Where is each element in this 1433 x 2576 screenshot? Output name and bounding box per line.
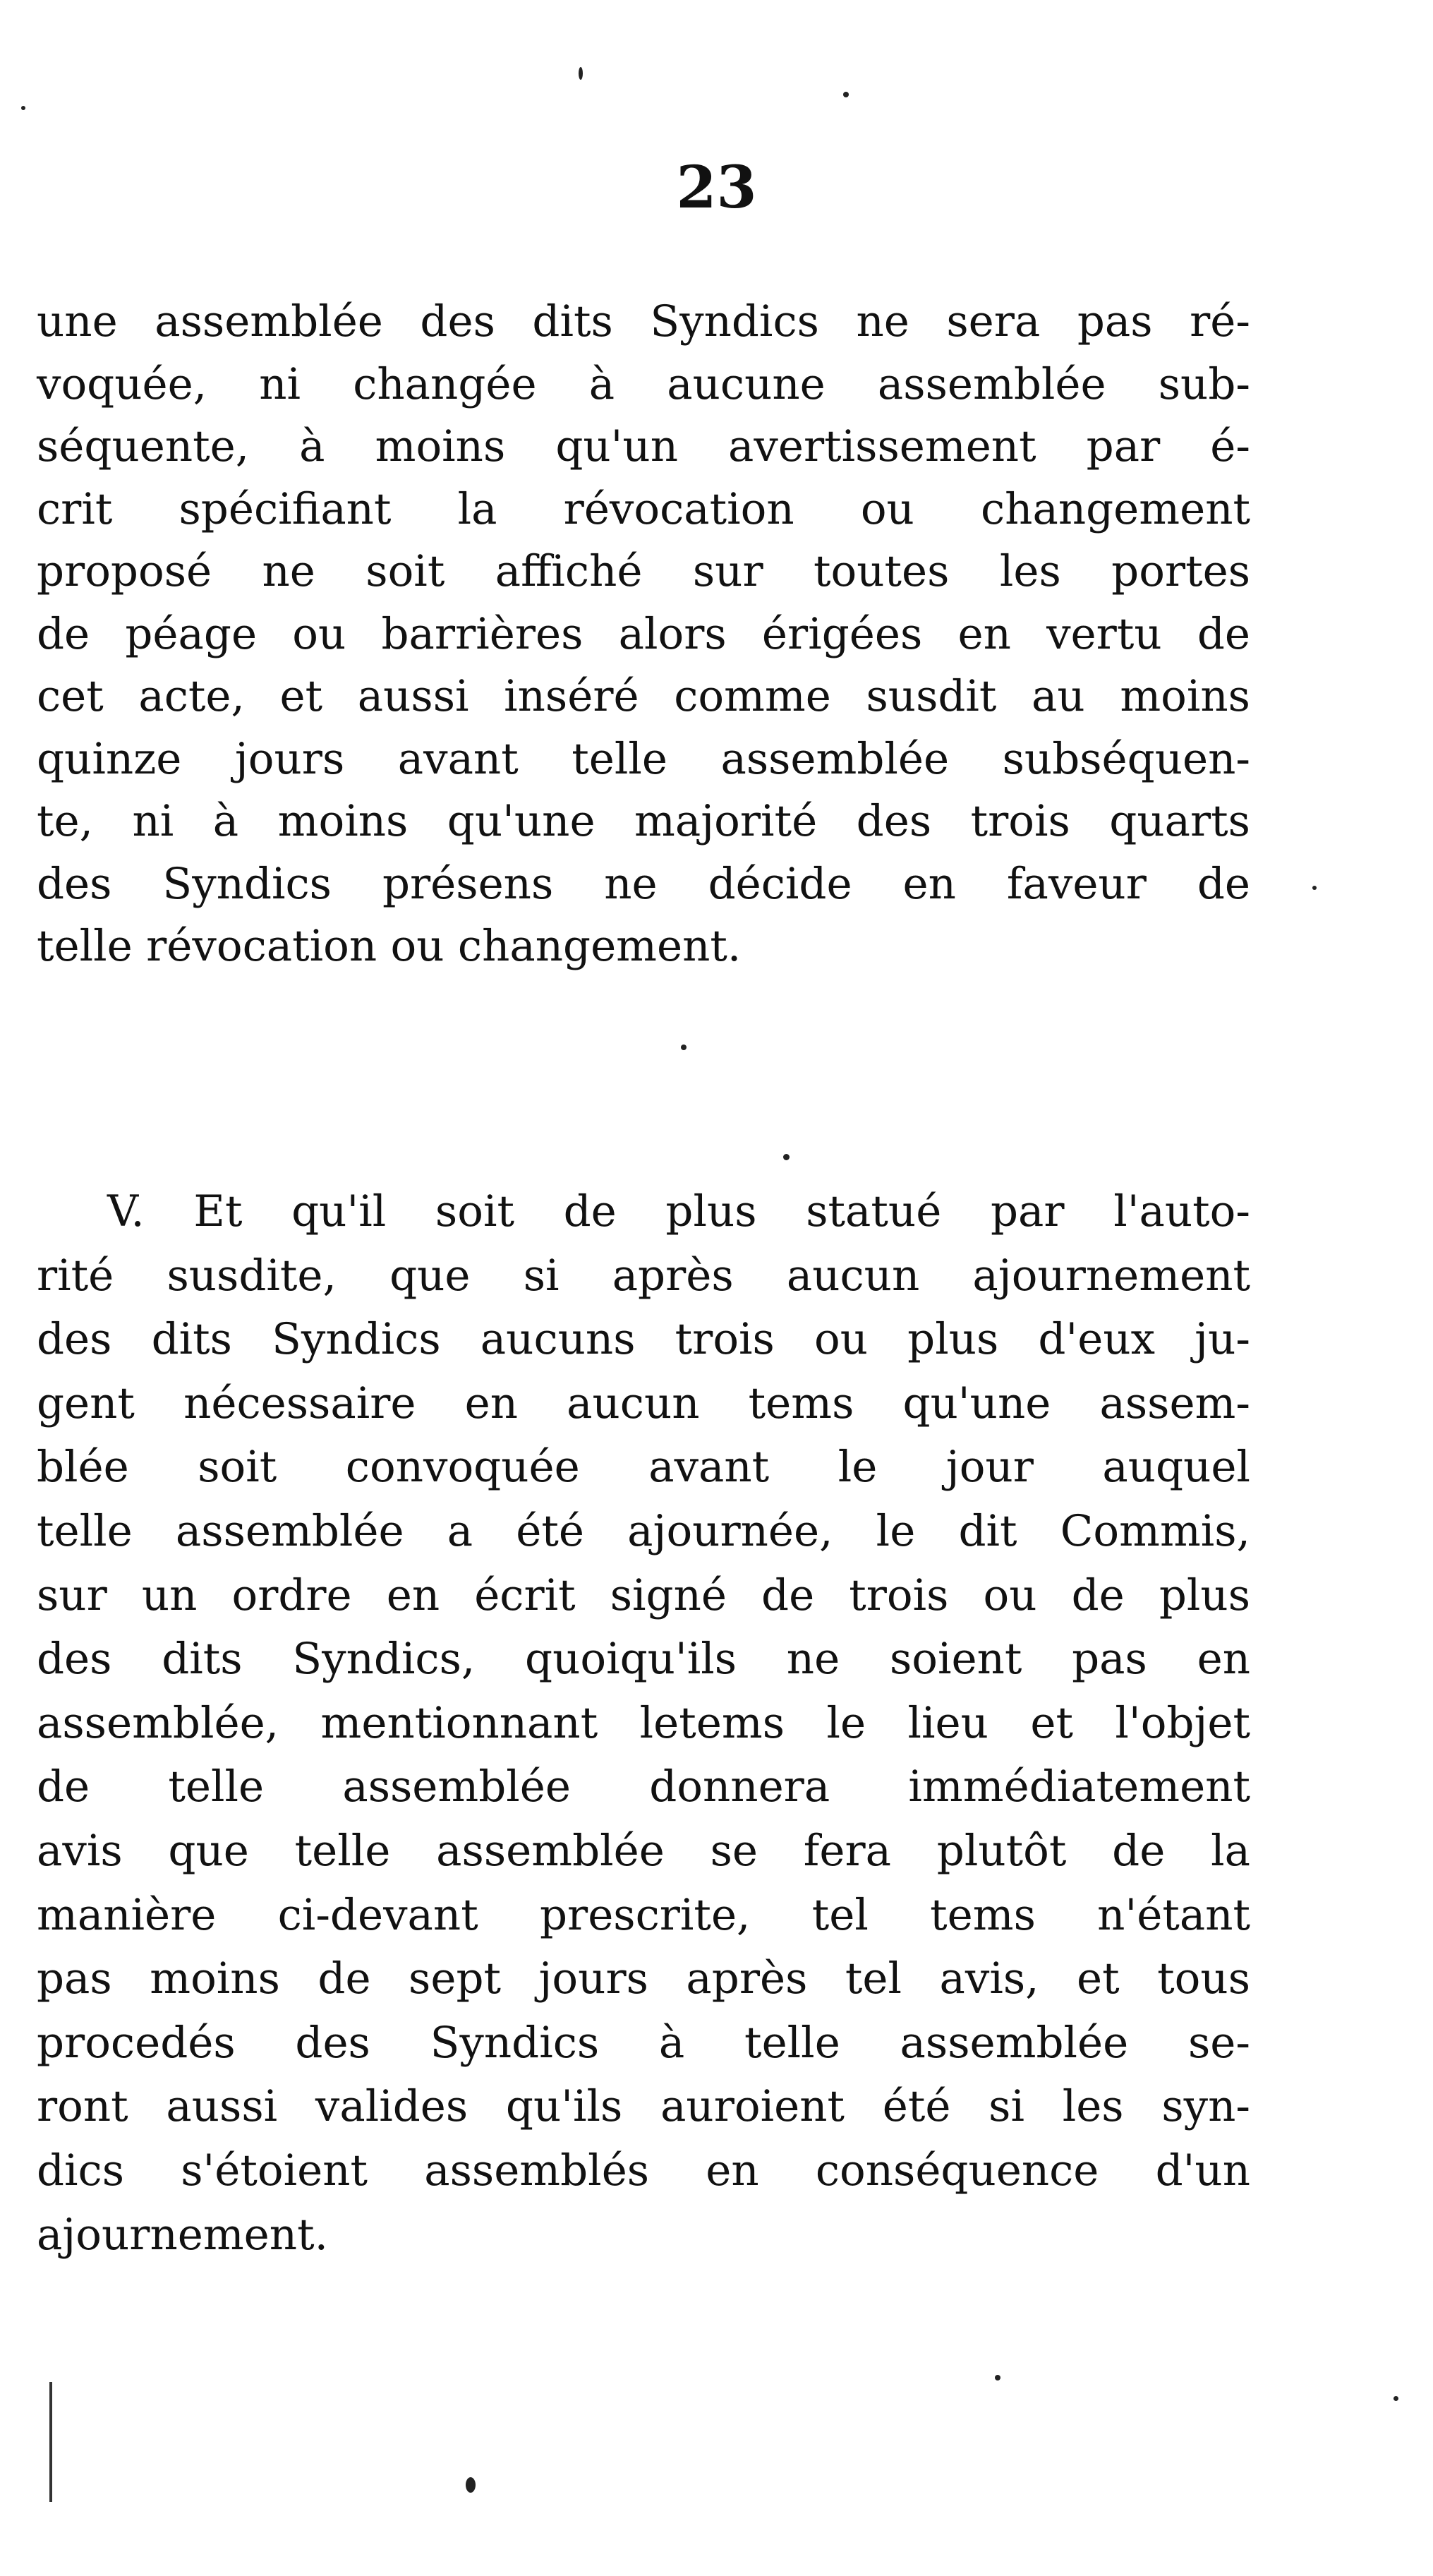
scan-speck	[579, 67, 583, 80]
scan-speck	[21, 106, 25, 110]
text-line: procedés des Syndics à telle assemblée se-	[37, 2017, 1250, 2068]
text-line: de telle assemblée donnera immédiatement	[37, 1762, 1250, 1812]
page-number: 23	[676, 154, 757, 222]
scan-speck	[1312, 886, 1317, 890]
text-line: avis que telle assemblée se fera plutôt de la	[37, 1825, 1250, 1876]
text-line: dics s'étoient assemblés en conséquence d'un	[37, 2145, 1250, 2196]
text-line: de péage ou barrières alors érigées en vertu de	[37, 608, 1250, 659]
text-line: gent nécessaire en aucun tems qu'une assem-	[37, 1378, 1250, 1428]
text-line: V. Et qu'il soit de plus statué par l'auto-	[107, 1186, 1250, 1236]
paragraph-continued	[37, 291, 1250, 978]
text-line: pas moins de sept jours après tel avis, et tous	[37, 1954, 1250, 2004]
scan-speck	[843, 92, 849, 97]
text-line: assemblée, mentionnant letems le lieu et l'objet	[37, 1697, 1250, 1748]
text-line: telle assemblée a été ajournée, le dit Commis,	[37, 1505, 1250, 1556]
text-line: blée soit convoquée avant le jour auquel	[37, 1442, 1250, 1493]
text-line: rité susdite, que si après aucun ajournement	[37, 1250, 1250, 1301]
scan-speck	[1393, 2396, 1398, 2401]
text-line: telle révocation ou changement.	[37, 921, 742, 971]
scan-speck	[681, 1045, 687, 1050]
text-line: ront aussi valides qu'ils auroient été si les syn-	[37, 2081, 1250, 2132]
text-line: cet acte, et aussi inséré comme susdit au moins	[37, 671, 1250, 721]
text-line: crit spécifiant la révocation ou changement	[37, 483, 1250, 534]
text-line: ajournement.	[37, 2209, 328, 2260]
text-line: proposé ne soit affiché sur toutes les portes	[37, 546, 1250, 596]
text-line: sur un ordre en écrit signé de trois ou de plus	[37, 1570, 1250, 1620]
text-line: séquente, à moins qu'un avertissement par é-	[37, 421, 1250, 471]
scan-speck	[466, 2477, 476, 2493]
text-line: des Syndics présens ne décide en faveur de	[37, 858, 1250, 909]
text-line: des dits Syndics aucuns trois ou plus d'eux ju-	[37, 1314, 1250, 1365]
text-line: voquée, ni changée à aucune assemblée sub-	[37, 359, 1250, 409]
text-line: des dits Syndics, quoiqu'ils ne soient pas en	[37, 1634, 1250, 1685]
page-edge-mark	[49, 2382, 52, 2502]
section-v-paragraph	[37, 1180, 1250, 2267]
text-line: te, ni à moins qu'une majorité des trois quarts	[37, 796, 1250, 846]
scan-speck	[995, 2375, 1000, 2381]
text-line: quinze jours avant telle assemblée subséquen-	[37, 733, 1250, 784]
scan-speck	[783, 1154, 790, 1160]
text-line: manière ci-devant prescrite, tel tems n'étant	[37, 1889, 1250, 1940]
text-line: une assemblée des dits Syndics ne sera pas ré-	[37, 296, 1250, 347]
